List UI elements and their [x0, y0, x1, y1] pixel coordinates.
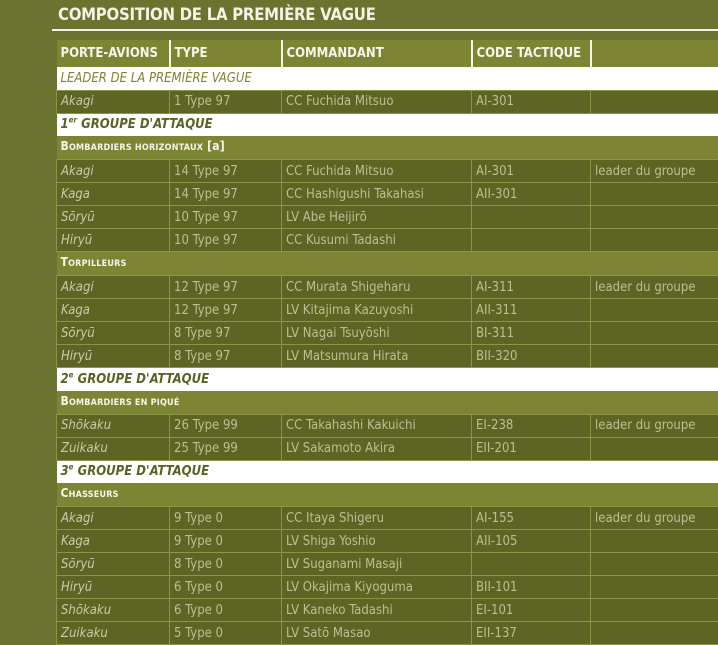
cell-commander: CC Itaya Shigeru: [282, 507, 472, 530]
page-title: COMPOSITION DE LA PREMIÈRE VAGUE: [58, 5, 376, 25]
cell-carrier: Kaga: [57, 183, 170, 206]
cell-note: [591, 206, 718, 229]
table-row: [57, 622, 718, 645]
group-ordinal: e: [69, 370, 74, 379]
group-number: 2: [61, 372, 69, 387]
cell-type: 8 Type 97: [170, 345, 282, 368]
title-bar: [0, 0, 718, 36]
cell-carrier: Shōkaku: [57, 599, 170, 622]
subgroup-label-initial: C: [61, 486, 69, 500]
cell-commander: LV Matsumura Hirata: [282, 345, 472, 368]
title-underline: [52, 29, 718, 31]
header-type: TYPE: [170, 40, 282, 67]
subgroup-label: [57, 391, 718, 415]
cell-carrier: Sōryū: [57, 553, 170, 576]
group-label: GROUPE D'ATTAQUE: [74, 464, 210, 479]
cell-note: leader du groupe: [591, 507, 718, 530]
cell-carrier: Hiryū: [57, 345, 170, 368]
cell-type: 9 Type 0: [170, 530, 282, 553]
subgroup-label-initial: T: [61, 255, 69, 269]
cell-carrier: Zuikaku: [57, 622, 170, 645]
cell-commander: LV Shiga Yoshio: [282, 530, 472, 553]
cell-note: [591, 322, 718, 345]
table-row: [57, 437, 718, 460]
cell-code: AI-311: [472, 276, 591, 299]
attack-group-label: [57, 113, 718, 136]
cell-commander: CC Takahashi Kakuichi: [282, 414, 472, 437]
table-row: [57, 599, 718, 622]
cell-note: [591, 183, 718, 206]
attack-group-label: [57, 368, 718, 391]
table-row: [57, 507, 718, 530]
cell-code: AI-301: [472, 90, 591, 113]
cell-carrier: Kaga: [57, 299, 170, 322]
cell-type: 10 Type 97: [170, 206, 282, 229]
cell-carrier: Shōkaku: [57, 414, 170, 437]
table-row: [57, 345, 718, 368]
header-notes: [591, 40, 718, 67]
cell-type: 8 Type 0: [170, 553, 282, 576]
subgroup-label-rest: ORPILLEURS: [68, 259, 127, 269]
subgroup-label-rest: OMBARDIERS HORIZONTAUX: [69, 143, 203, 153]
cell-commander: LV Sakamoto Akira: [282, 437, 472, 460]
cell-code: AI-155: [472, 507, 591, 530]
composition-table: [56, 40, 718, 645]
subgroup-label-rest: HASSEURS: [69, 490, 119, 500]
group-label: GROUPE D'ATTAQUE: [74, 372, 210, 387]
attack-group-label: [57, 460, 718, 483]
cell-commander: LV Suganami Masaji: [282, 553, 472, 576]
cell-code: EII-137: [472, 622, 591, 645]
attack-group-row: [57, 460, 718, 483]
attack-group-row: [57, 368, 718, 391]
table-row: [57, 576, 718, 599]
cell-carrier: Akagi: [57, 90, 170, 113]
cell-code: BII-101: [472, 576, 591, 599]
header-carrier: PORTE-AVIONS: [57, 40, 170, 67]
cell-commander: CC Murata Shigeharu: [282, 276, 472, 299]
cell-type: 12 Type 97: [170, 276, 282, 299]
cell-code: EI-101: [472, 599, 591, 622]
leader-section-label: LEADER DE LA PREMIÈRE VAGUE: [57, 67, 718, 90]
cell-type: 14 Type 97: [170, 160, 282, 183]
cell-note: [591, 576, 718, 599]
cell-type: 14 Type 97: [170, 183, 282, 206]
composition-table-body: [57, 40, 718, 645]
cell-commander: LV Kitajima Kazuyoshi: [282, 299, 472, 322]
cell-commander: LV Okajima Kiyoguma: [282, 576, 472, 599]
subgroup-header-row: [57, 136, 718, 160]
cell-commander: CC Hashigushi Takahasi: [282, 183, 472, 206]
cell-code: EI-238: [472, 414, 591, 437]
table-row: [57, 530, 718, 553]
cell-note: [591, 299, 718, 322]
cell-carrier: Akagi: [57, 160, 170, 183]
cell-note: leader du groupe: [591, 160, 718, 183]
cell-carrier: Akagi: [57, 507, 170, 530]
table-row: [57, 322, 718, 345]
cell-carrier: Sōryū: [57, 206, 170, 229]
cell-note: [591, 345, 718, 368]
subgroup-header-row: [57, 483, 718, 507]
subgroup-label-initial: B: [61, 139, 69, 153]
cell-note: [591, 437, 718, 460]
cell-code: AII-301: [472, 183, 591, 206]
group-number: 3: [61, 464, 69, 479]
cell-type: 9 Type 0: [170, 507, 282, 530]
header-tactical-code: CODE TACTIQUE: [472, 40, 591, 67]
subgroup-label-note: [a]: [203, 139, 225, 153]
cell-note: [591, 599, 718, 622]
group-ordinal: e: [69, 463, 74, 472]
table-row: [57, 183, 718, 206]
subgroup-label-rest: OMBARDIERS EN PIQUÉ: [69, 398, 180, 408]
cell-commander: CC Kusumi Tadashi: [282, 229, 472, 252]
cell-code: BI-311: [472, 322, 591, 345]
group-number: 1: [61, 117, 69, 132]
cell-note: [591, 90, 718, 113]
cell-code: [472, 206, 591, 229]
table-header-row: [57, 40, 718, 67]
cell-code: AI-301: [472, 160, 591, 183]
cell-type: 6 Type 0: [170, 576, 282, 599]
table-row: [57, 206, 718, 229]
cell-note: [591, 229, 718, 252]
group-ordinal: er: [69, 116, 77, 125]
cell-commander: LV Abe Heijirō: [282, 206, 472, 229]
cell-commander: CC Fuchida Mitsuo: [282, 160, 472, 183]
leader-section-row: [57, 67, 718, 90]
table-row: [57, 299, 718, 322]
cell-note: [591, 622, 718, 645]
cell-type: 1 Type 97: [170, 90, 282, 113]
table-row: [57, 553, 718, 576]
header-commander: COMMANDANT: [282, 40, 472, 67]
cell-carrier: Hiryū: [57, 576, 170, 599]
subgroup-label: [57, 483, 718, 507]
cell-type: 8 Type 97: [170, 322, 282, 345]
cell-type: 5 Type 0: [170, 622, 282, 645]
cell-code: BII-320: [472, 345, 591, 368]
subgroup-label: [57, 252, 718, 276]
subgroup-label: [57, 136, 718, 160]
cell-code: [472, 229, 591, 252]
subgroup-header-row: [57, 391, 718, 415]
cell-code: AII-105: [472, 530, 591, 553]
cell-code: AII-311: [472, 299, 591, 322]
cell-commander: LV Kaneko Tadashi: [282, 599, 472, 622]
cell-carrier: Hiryū: [57, 229, 170, 252]
cell-carrier: Kaga: [57, 530, 170, 553]
table-row: [57, 160, 718, 183]
table-row: [57, 276, 718, 299]
cell-commander: CC Fuchida Mitsuo: [282, 90, 472, 113]
cell-note: leader du groupe: [591, 414, 718, 437]
table-row: [57, 229, 718, 252]
cell-note: leader du groupe: [591, 276, 718, 299]
cell-type: 25 Type 99: [170, 437, 282, 460]
group-label: GROUPE D'ATTAQUE: [77, 117, 213, 132]
cell-code: [472, 553, 591, 576]
table-row: [57, 90, 718, 113]
cell-carrier: Zuikaku: [57, 437, 170, 460]
cell-type: 12 Type 97: [170, 299, 282, 322]
cell-code: EII-201: [472, 437, 591, 460]
cell-type: 10 Type 97: [170, 229, 282, 252]
cell-commander: LV Satō Masao: [282, 622, 472, 645]
cell-type: 26 Type 99: [170, 414, 282, 437]
subgroup-header-row: [57, 252, 718, 276]
cell-note: [591, 530, 718, 553]
cell-note: [591, 553, 718, 576]
subgroup-label-initial: B: [61, 394, 69, 408]
cell-carrier: Akagi: [57, 276, 170, 299]
cell-commander: LV Nagai Tsuyōshi: [282, 322, 472, 345]
cell-type: 6 Type 0: [170, 599, 282, 622]
table-row: [57, 414, 718, 437]
cell-carrier: Sōryū: [57, 322, 170, 345]
attack-group-row: [57, 113, 718, 136]
